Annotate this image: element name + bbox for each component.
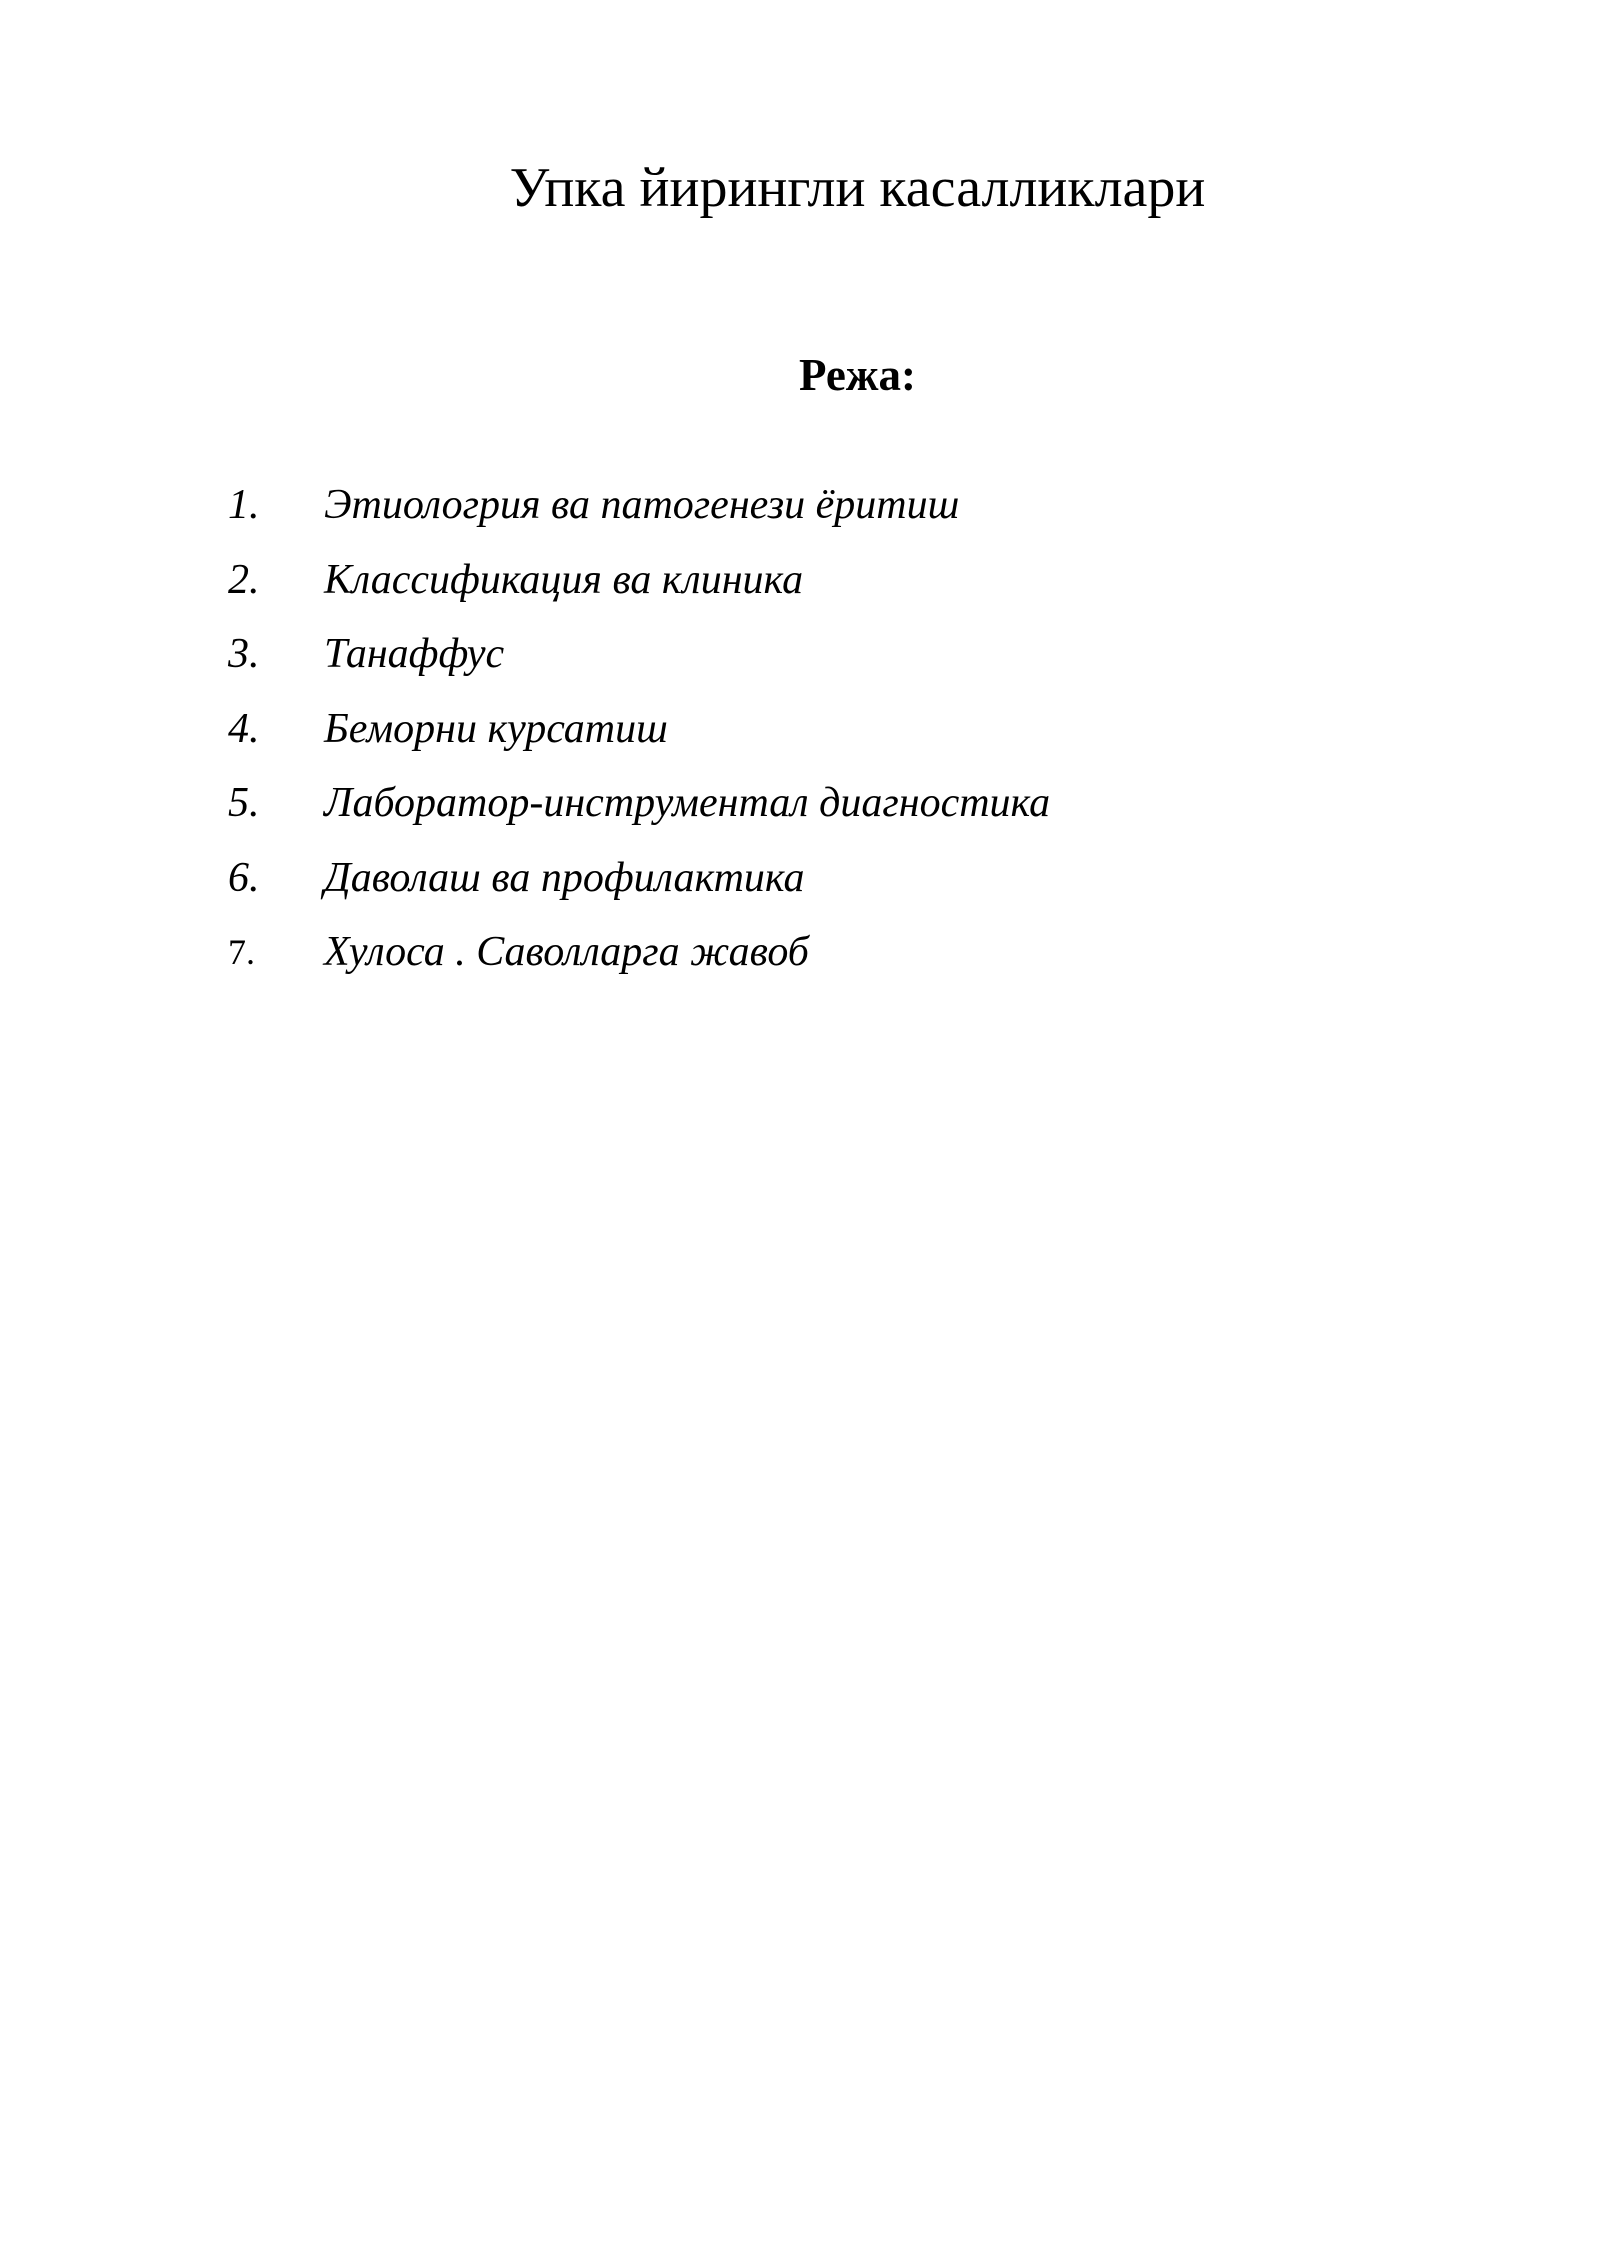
plan-item-number: 7. bbox=[228, 932, 255, 973]
plan-item-text: Лаборатор-инструментал диагностика bbox=[324, 780, 1051, 827]
plan-item-5 bbox=[228, 766, 1050, 841]
plan-item-number: 5. bbox=[228, 780, 260, 827]
plan-item-number: 6. bbox=[228, 854, 260, 901]
document-title: Упка йирингли касалликлари bbox=[509, 157, 1206, 219]
plan-item-number: 4. bbox=[228, 705, 260, 752]
plan-item-text: Хулоса . Саволларга жавоб bbox=[324, 929, 809, 976]
plan-list bbox=[228, 468, 1050, 990]
plan-item-number: 2. bbox=[228, 556, 260, 603]
plan-item-4 bbox=[228, 692, 1050, 767]
plan-item-number: 3. bbox=[228, 631, 260, 678]
plan-heading: Режа: bbox=[799, 350, 916, 400]
plan-item-number: 1. bbox=[228, 482, 260, 529]
plan-item-1 bbox=[228, 468, 1050, 543]
plan-item-2 bbox=[228, 543, 1050, 618]
plan-item-text: Беморни курсатиш bbox=[324, 705, 668, 752]
plan-item-6 bbox=[228, 841, 1050, 916]
plan-item-text: Даволаш ва профилактика bbox=[324, 854, 805, 901]
plan-item-7 bbox=[228, 915, 1050, 990]
plan-item-text: Этиологрия ва патогенези ёритиш bbox=[324, 482, 960, 529]
plan-item-text: Классификация ва клиника bbox=[324, 556, 804, 603]
plan-item-text: Танаффус bbox=[324, 631, 505, 678]
plan-item-3 bbox=[228, 617, 1050, 692]
